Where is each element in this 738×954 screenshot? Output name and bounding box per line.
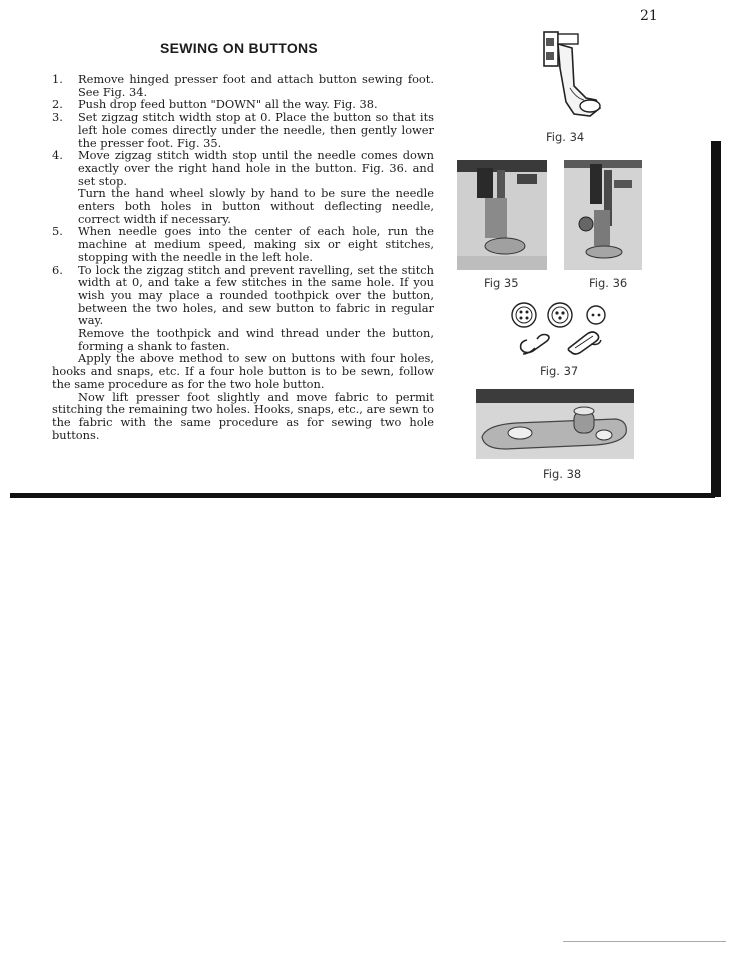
fig36-caption: Fig. 36 xyxy=(589,276,628,290)
presser-foot-photo-right xyxy=(564,160,642,270)
step-1: 1. Remove hinged presser foot and attach button sewing foot. See Fig. 34. xyxy=(52,72,434,99)
step-5: 5. When needle goes into the center of each hole, run the machine at medium speed, making six or eight stitches, stopping with the needle in the left hole. xyxy=(52,224,434,264)
page-title: SEWING ON BUTTONS xyxy=(160,40,319,56)
step-3: 3. Set zigzag stitch width stop at 0. Place the button so that its left hole comes directly under the needle, then gently lower the presser foot. Fig. 35. xyxy=(52,110,434,150)
page-number: 21 xyxy=(640,8,658,24)
fig38-caption: Fig. 38 xyxy=(543,467,582,481)
fig34-caption: Fig. 34 xyxy=(546,130,585,144)
step-4: 4. Move zigzag stitch width stop until the needle comes down exactly over the right hand hole in the button. Fig. 36. and set stop. Turn the hand wheel slowly by hand to be sure the needle enters both holes in button without deflecting needle, correct width if necessary. xyxy=(52,148,434,226)
button-sewing-foot-illustration xyxy=(530,28,620,126)
steps-list xyxy=(52,73,434,352)
fig35-photo xyxy=(457,160,547,270)
bottom-rule xyxy=(10,493,715,498)
fig38-photo xyxy=(476,389,634,459)
paragraph-four-hole: Apply the above method to sew on buttons with four holes, hooks and snaps, etc. If a four hole button is to be sewn, follow the same procedure as for the two hole button. xyxy=(52,351,434,391)
step-6: 6. To lock the zigzag stitch and prevent ravelling, set the stitch width at 0, and take a few stitches in the same hole. If you wish you may place a rounded toothpick over the button, between the two holes, and sew button to fabric in regular way. Remove the toothpick and wind thread under the button, forming a shank to fasten. xyxy=(52,262,434,353)
fig35-caption: Fig 35 xyxy=(484,276,519,290)
presser-foot-photo-left xyxy=(457,160,547,270)
instructions xyxy=(52,73,434,441)
footer-line xyxy=(563,941,726,942)
fig37-caption: Fig. 37 xyxy=(540,364,579,378)
drop-feed-plate-photo xyxy=(476,389,634,459)
fig36-photo xyxy=(564,160,642,270)
paragraph-remaining-holes: Now lift presser foot slightly and move fabric to permit stitching the remaining two holes. Hooks, snaps, etc., are sewn to the fabric with the same procedure as for sewing two hole buttons. xyxy=(52,389,434,442)
right-edge-bar xyxy=(711,141,721,497)
buttons-hooks-illustration xyxy=(505,300,620,362)
step-2: 2. Push drop feed button "DOWN" all the way. Fig. 38. xyxy=(52,97,378,112)
